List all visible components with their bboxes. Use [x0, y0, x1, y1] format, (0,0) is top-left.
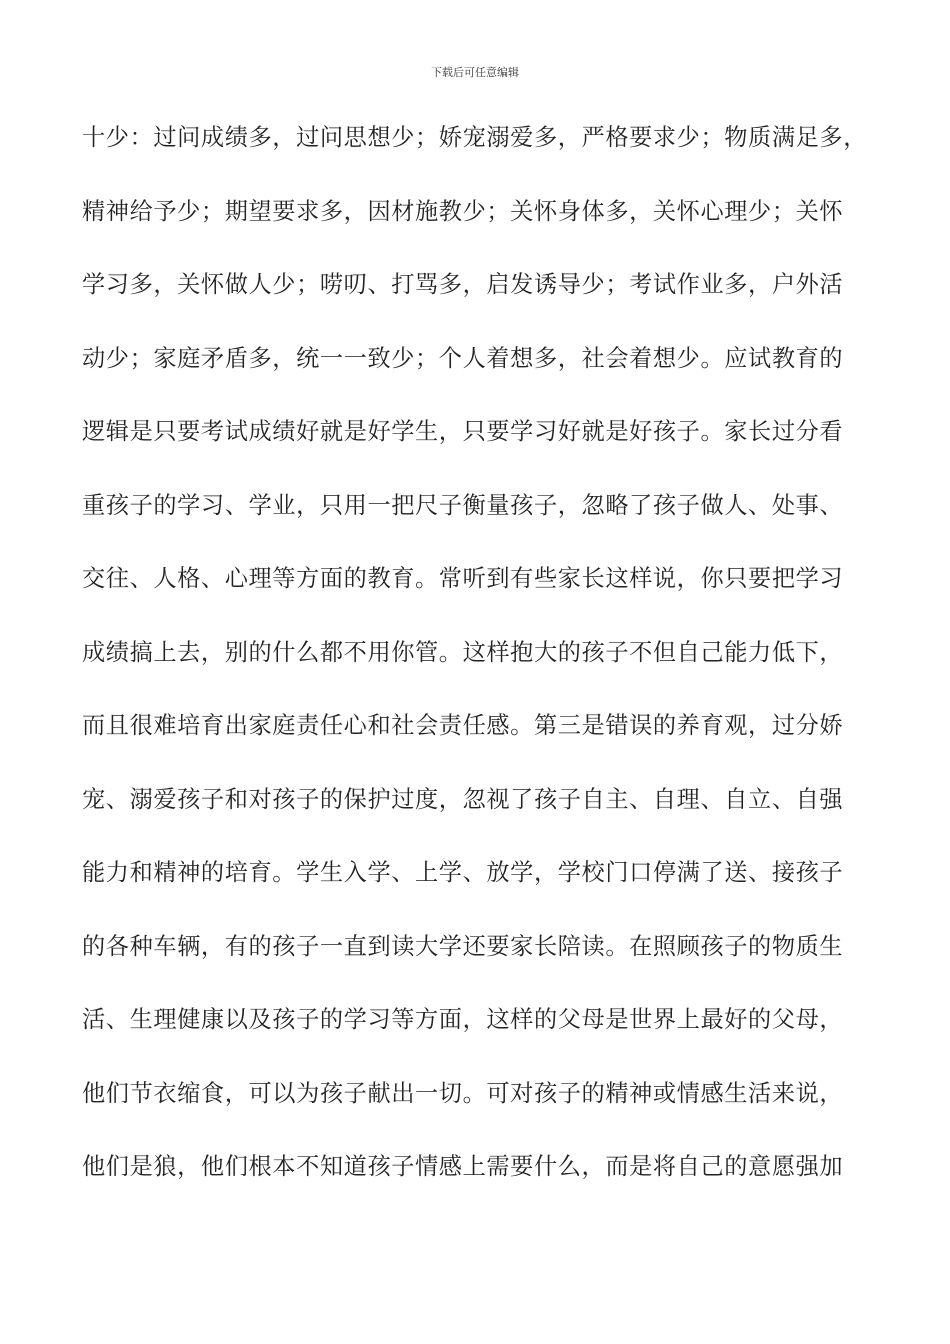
text-line: 精神给予少；期望要求多，因材施教少；关怀身体多，关怀心理少；关怀 [82, 197, 844, 225]
text-line: 宠、溺爱孩子和对孩子的保护过度，忽视了孩子自主、自理、自立、自强 [82, 785, 844, 813]
text-line: 成绩搞上去，别的什么都不用你管。这样抱大的孩子不但自己能力低下， [82, 638, 844, 666]
text-line: 交往、人格、心理等方面的教育。常听到有些家长这样说，你只要把学习 [82, 565, 844, 592]
text-line: 他们是狼，他们根本不知道孩子情感上需要什么，而是将自己的意愿强加 [82, 1153, 844, 1180]
text-line: 动少；家庭矛盾多，统一一致少；个人着想多，社会着想少。应试教育的 [82, 344, 844, 372]
text-line: 而且很难培育出家庭责任心和社会责任感。第三是错误的养育观，过分娇 [82, 712, 844, 739]
page-header: 下载后可任意编辑 [431, 66, 519, 79]
text-line: 他们节衣缩食，可以为孩子献出一切。可对孩子的精神或情感生活来说， [82, 1079, 844, 1107]
text-line: 重孩子的学习、学业，只用一把尺子衡量孩子，忽略了孩子做人、处事、 [82, 491, 844, 519]
text-line: 活、生理健康以及孩子的学习等方面，这样的父母是世界上最好的父母， [82, 1006, 844, 1033]
text-line: 十少：过问成绩多，过问思想少；娇宠溺爱多，严格要求少；物质满足多， [82, 124, 867, 151]
text-line: 逻辑是只要考试成绩好就是好学生，只要学习好就是好孩子。家长过分看 [82, 418, 844, 445]
text-line: 的各种车辆，有的孩子一直到读大学还要家长陪读。在照顾孩子的物质生 [82, 932, 844, 960]
text-line: 能力和精神的培育。学生入学、上学、放学，学校门口停满了送、接孩子 [82, 859, 844, 886]
text-line: 学习多，关怀做人少；唠叨、打骂多，启发诱导少；考试作业多，户外活 [82, 271, 844, 298]
document-body [82, 118, 882, 1221]
